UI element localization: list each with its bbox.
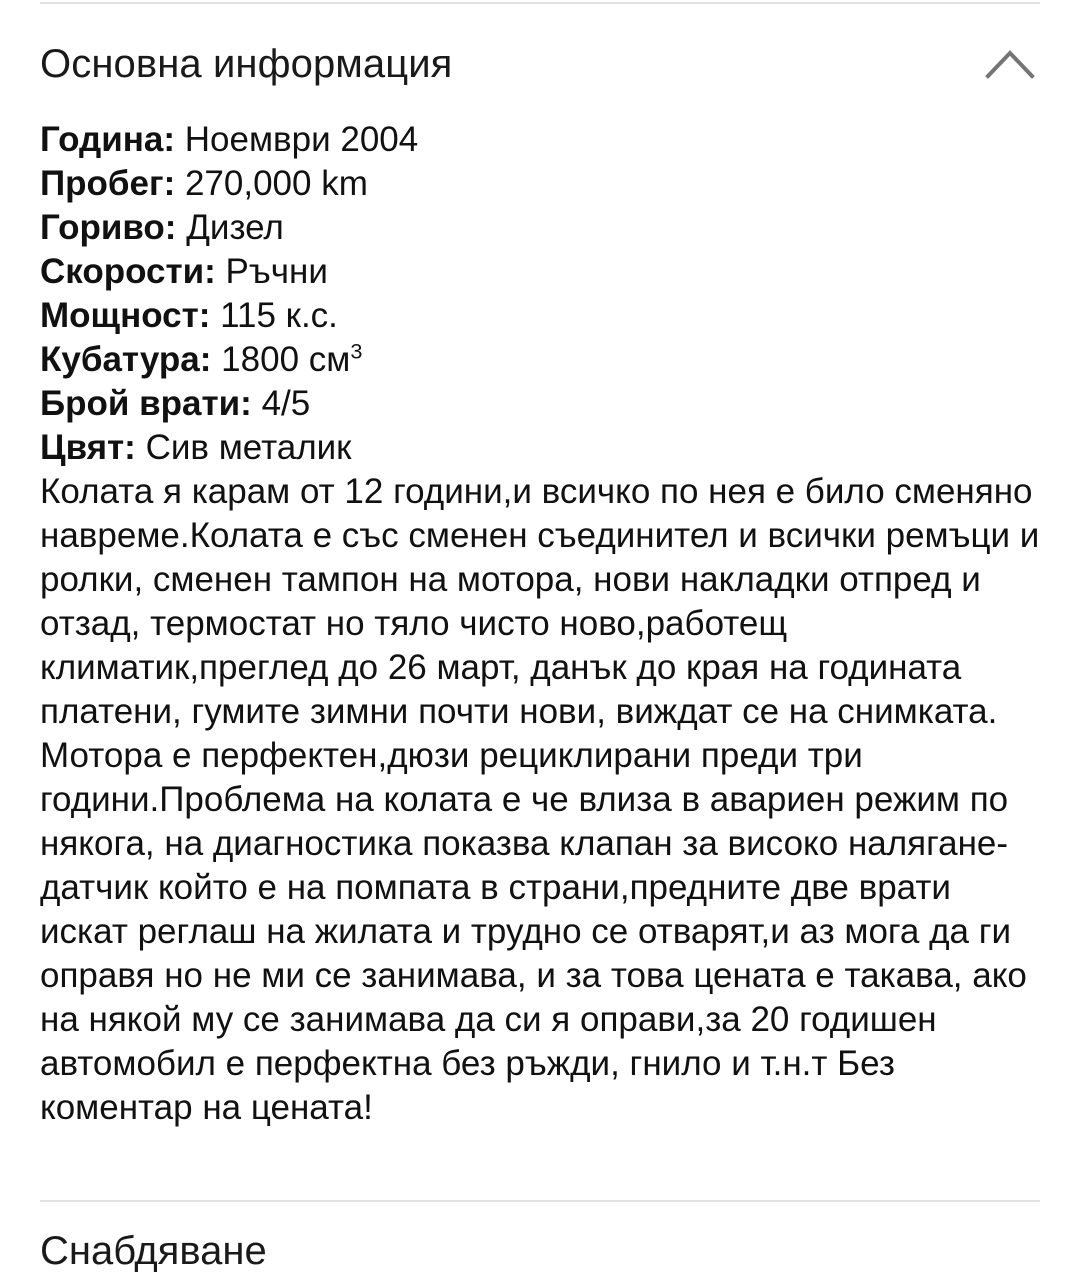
spec-label: Пробег: [40,164,176,203]
section-divider-bottom [40,1200,1040,1202]
spec-value: 270,000 km [184,164,368,203]
next-section-title: Снабдяване [40,1229,267,1273]
spec-row-doors [40,382,1045,426]
spec-label: Кубатура: [40,340,212,379]
next-section-header[interactable] [40,1228,1040,1273]
spec-label: Гориво: [40,208,177,247]
spec-label: Брой врати: [40,384,252,423]
spec-label: Цвят: [40,428,136,467]
spec-value: 115 к.с. [220,296,338,335]
spec-row-power [40,294,1045,338]
spec-value-superscript: 3 [350,338,363,364]
spec-row-engine-displacement [40,338,1045,382]
section-content [40,118,1045,1130]
spec-value [221,340,362,379]
spec-row-mileage [40,162,1045,206]
specifications-list [40,118,1045,470]
spec-row-color [40,426,1045,470]
spec-label: Скорости: [40,252,216,291]
spec-label: Година: [40,120,176,159]
listing-description: Колата я карам от 12 години,и всичко по нея е било сменяно навреме.Колата е със сменен съединител и всички ремъци и ролки, сменен тампон на мотора, нови накладки отпред и отзад, термостат но тяло чисто ново,работещ климатик,преглед до 26 март, данък до края на годината платени, гумите зимни почти нови, виждат се на снимката. Мотора е перфектен,дюзи рециклирани преди три години.Проблема на колата е че влиза в авариен режим по някога, на диагностика показва клапан за високо налягане-датчик който е на помпата в страни,предните две врати искат реглаш на жилата и трудно се отварят,и аз мога да ги оправя но не ми се занимава, и за това цената е такава, ако на някой му се занимава да си я оправи,за 20 годишен автомобил е перфектна без ръжди, гнило и т.н.т Без коментар на цената! [40,472,1040,1127]
spec-value-text: 1800 см [221,340,351,379]
spec-row-transmission [40,250,1045,294]
spec-row-fuel [40,206,1045,250]
chevron-up-icon [986,50,1034,78]
spec-row-year [40,118,1045,162]
spec-value: Дизел [186,208,284,247]
spec-value: 4/5 [261,384,311,423]
section-divider-top [40,2,1040,4]
section-header-basic-info[interactable] [40,36,1040,92]
spec-value: Ноември 2004 [184,120,419,159]
spec-label: Мощност: [40,296,211,335]
spec-value: Ръчни [225,252,328,291]
spec-value: Сив металик [145,428,352,467]
page-title: Основна информация [40,42,453,86]
collapse-section-button[interactable] [982,43,1038,85]
